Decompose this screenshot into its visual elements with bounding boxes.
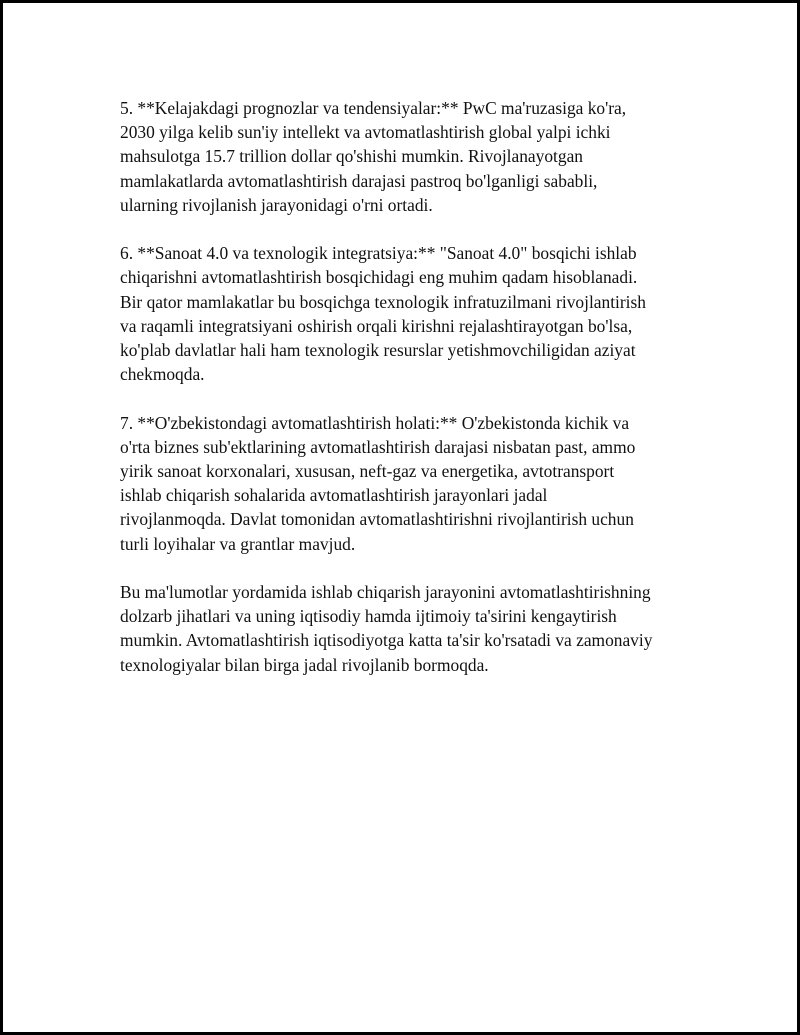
document-body	[120, 96, 720, 701]
paragraph-conclusion	[120, 580, 720, 677]
text-line: chekmoqda.	[120, 364, 205, 385]
text-line: 5. **Kelajakdagi prognozlar va tendensiyalar:** PwC ma'ruzasiga ko'ra,	[120, 98, 627, 118]
paragraph-industry-4-integration	[120, 241, 720, 386]
text-line: mahsulotga 15.7 trillion dollar qo'shishi mumkin. Rivojlanayotgan	[120, 146, 583, 167]
text-line: yirik sanoat korxonalari, xususan, neft-gaz va energetika, avtotransport	[120, 461, 615, 482]
text-line: 2030 yilga kelib sun'iy intellekt va avtomatlashtirish global yalpi ichki	[120, 122, 611, 143]
text-line: mamlakatlarda avtomatlashtirish darajasi pastroq bo'lganligi sababli,	[120, 170, 598, 191]
text-line: texnologiyalar bilan birga jadal rivojlanib bormoqda.	[120, 654, 489, 675]
text-line: rivojlanmoqda. Davlat tomonidan avtomatlashtirishni rivojlantirish uchun	[120, 509, 634, 530]
text-line: ko'plab davlatlar hali ham texnologik resurslar yetishmovchiligidan aziyat	[120, 340, 636, 361]
text-line: Bu ma'lumotlar yordamida ishlab chiqarish jarayonini avtomatlashtirishning	[120, 582, 651, 603]
text-line: Bir qator mamlakatlar bu bosqichga texnologik infratuzilmani rivojlantirish	[120, 291, 646, 312]
text-line: turli loyihalar va grantlar mavjud.	[120, 533, 356, 554]
text-line: o'rta biznes sub'ektlarining avtomatlashtirish darajasi nisbatan past, ammo	[120, 436, 636, 457]
text-line: chiqarishni avtomatlashtirish bosqichidagi eng muhim qadam hisoblanadi.	[120, 267, 638, 288]
paragraph-uzbekistan-automation	[120, 411, 720, 556]
paragraph-forecasts-trends	[120, 96, 720, 217]
text-line: dolzarb jihatlari va uning iqtisodiy hamda ijtimoiy ta'sirini kengaytirish	[120, 606, 617, 627]
text-line: ularning rivojlanish jarayonidagi o'rni ortadi.	[120, 194, 433, 215]
text-line: mumkin. Avtomatlashtirish iqtisodiyotga katta ta'sir ko'rsatadi va zamonaviy	[120, 630, 653, 651]
text-line: va raqamli integratsiyani oshirish orqali kirishni rejalashtirayotgan bo'lsa,	[120, 315, 633, 336]
text-line: ishlab chiqarish sohalarida avtomatlashtirish jarayonlari jadal	[120, 485, 548, 506]
text-line: 7. **O'zbekistondagi avtomatlashtirish holati:** O'zbekistonda kichik va	[120, 412, 630, 433]
text-line: 6. **Sanoat 4.0 va texnologik integratsiya:** "Sanoat 4.0" bosqichi ishlab	[120, 243, 637, 264]
